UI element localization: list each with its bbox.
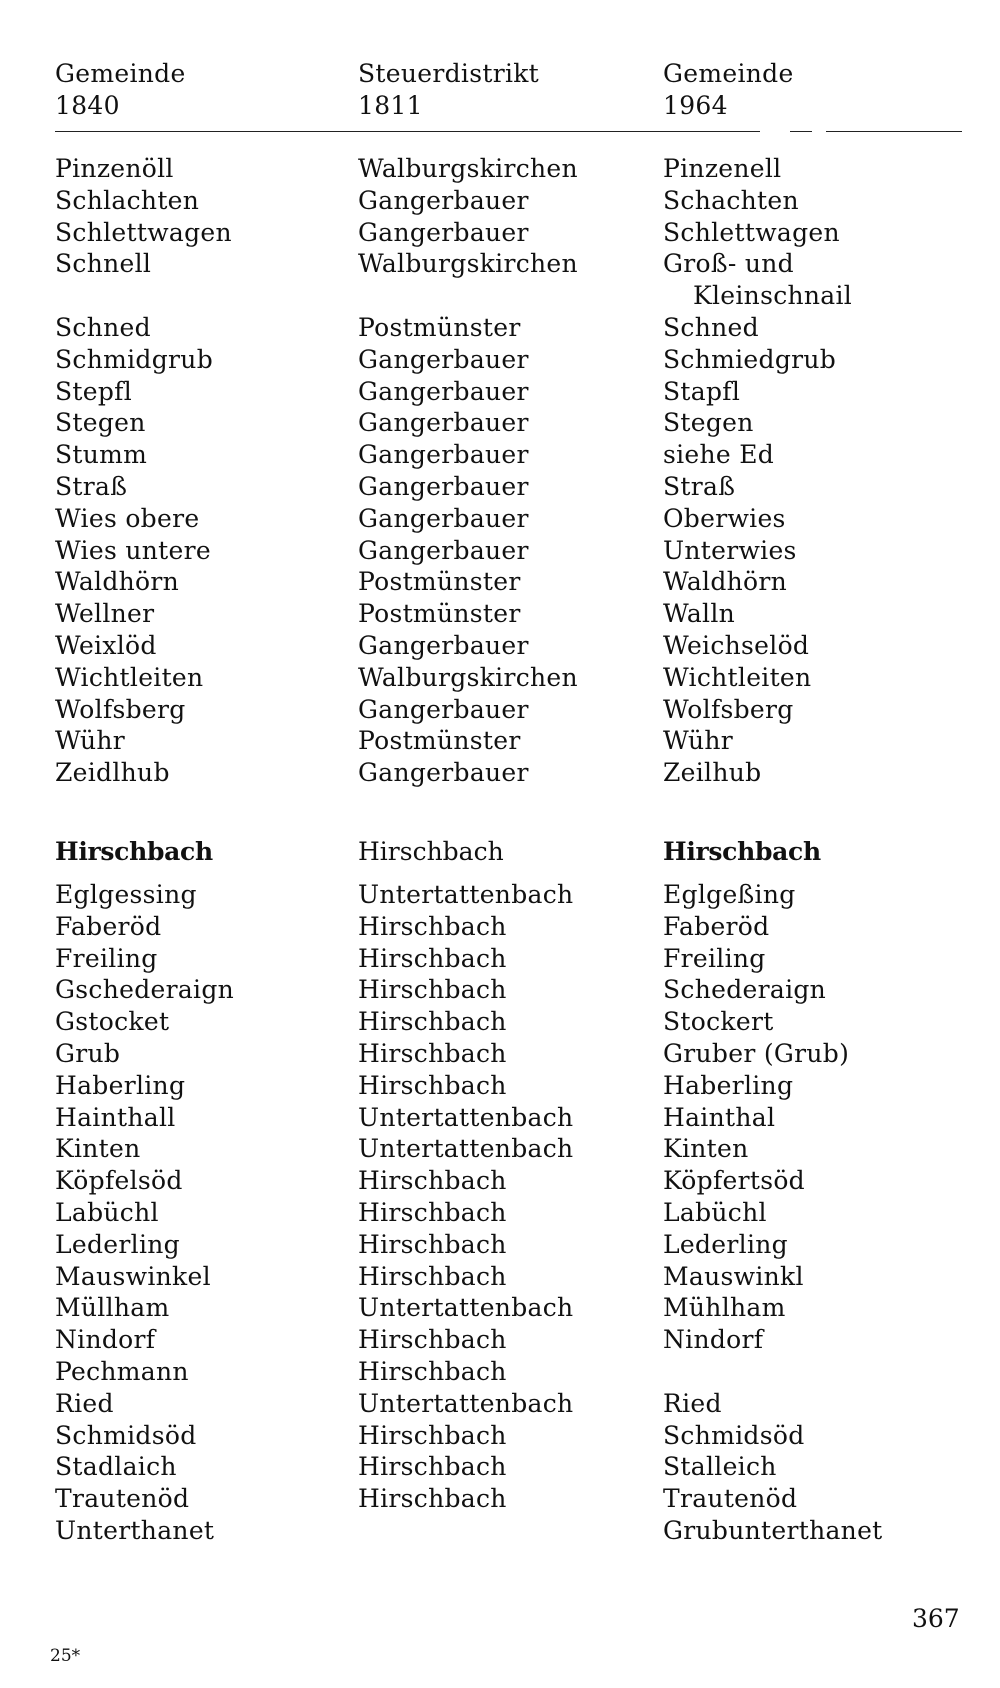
table-cell: Schmidsöd (55, 1420, 197, 1450)
table-cell: Walburgskirchen (358, 662, 578, 692)
table-cell: Straß (55, 471, 128, 501)
table-cell: Freiling (663, 943, 766, 973)
table-cell: Gangerbauer (358, 217, 529, 247)
table-cell: Weixlöd (55, 630, 157, 660)
table-cell: Faberöd (55, 911, 162, 941)
table-cell: Faberöd (663, 911, 770, 941)
table-cell: Stockert (663, 1007, 774, 1037)
table-cell: Grub (55, 1038, 121, 1068)
table-cell: Ried (55, 1388, 114, 1418)
table-cell: Untertattenbach (358, 1388, 574, 1418)
header-year: 1964 (663, 91, 728, 120)
table-cell: Grubunterthanet (663, 1515, 883, 1545)
header-col-steuerdistrikt-1811 (358, 58, 539, 122)
table-cell: Gangerbauer (358, 630, 529, 660)
table-cell: Wichtleiten (55, 662, 204, 692)
table-cell: Kinten (55, 1134, 141, 1164)
table-cell: Köpfelsöd (55, 1166, 183, 1196)
table-cell: Walburgskirchen (358, 249, 578, 279)
table-cell: Schmiedgrub (663, 344, 837, 374)
table-cell: Schlettwagen (55, 217, 232, 247)
table-cell: Lederling (55, 1229, 180, 1259)
table-cell: Straß (663, 471, 736, 501)
header-col-gemeinde-1964 (663, 58, 794, 122)
table-cell: Gangerbauer (358, 185, 529, 215)
table-cell: Stapfl (663, 376, 741, 406)
table-cell: Gangerbauer (358, 376, 529, 406)
table-cell: Gangerbauer (358, 535, 529, 565)
table-cell: Walln (663, 599, 736, 629)
table-cell (663, 1356, 883, 1388)
table-cell: Untertattenbach (358, 880, 574, 909)
table-cell: Wellner (55, 599, 155, 629)
table-cell: Stadlaich (55, 1452, 177, 1482)
table-cell: Hirschbach (358, 1197, 507, 1227)
table-cell: Untertattenbach (358, 1134, 574, 1164)
table-cell: Mühlham (663, 1293, 786, 1323)
table-cell: Hirschbach (358, 1484, 507, 1514)
table-cell: Stepfl (55, 376, 133, 406)
table-cell: Gangerbauer (358, 440, 529, 470)
section2-col-gemeinde-1840 (55, 879, 234, 1547)
table-cell: Unterwies (663, 535, 797, 565)
header-label: Gemeinde (663, 59, 794, 88)
table-cell: Hirschbach (358, 1325, 507, 1355)
table-cell: Schned (663, 312, 759, 342)
table-cell: Zeidlhub (55, 758, 170, 788)
table-cell: Postmünster (358, 312, 521, 342)
table-cell: Groß- und (663, 249, 794, 279)
section-title-hirschbach-1840: Hirschbach (55, 837, 213, 866)
header-label: Steuerdistrikt (358, 59, 540, 88)
table-cell: Hainthall (55, 1102, 176, 1132)
table-cell: Gschederaign (55, 975, 235, 1005)
table-cell: Wies obere (55, 503, 200, 533)
section1-col-gemeinde-1840 (55, 153, 232, 789)
table-cell: siehe Ed (663, 440, 775, 470)
table-cell (55, 280, 232, 312)
table-cell: Unterthanet (55, 1515, 215, 1545)
table-cell: Postmünster (358, 567, 521, 597)
section-title-hirschbach-1964: Hirschbach (663, 837, 821, 866)
header-year: 1840 (55, 91, 120, 120)
table-cell: Pinzenell (663, 154, 782, 183)
table-cell: Weichselöd (663, 630, 810, 660)
table-cell: Hirschbach (358, 1356, 507, 1386)
table-cell: Zeilhub (663, 758, 762, 788)
section2-col-gemeinde-1964 (663, 879, 883, 1547)
table-cell: Pechmann (55, 1356, 189, 1386)
table-cell: Waldhörn (663, 567, 788, 597)
table-cell: Mauswinkl (663, 1261, 804, 1291)
section1-col-gemeinde-1964 (663, 153, 852, 789)
table-cell: Gstocket (55, 1007, 170, 1037)
table-cell: Gangerbauer (358, 503, 529, 533)
section2-col-steuerdistrikt (358, 879, 573, 1547)
table-cell: Müllham (55, 1293, 170, 1323)
table-cell: Ried (663, 1388, 722, 1418)
table-cell: Gangerbauer (358, 344, 529, 374)
table-cell: Eglgeßing (663, 880, 796, 909)
table-cell: Hirschbach (358, 1452, 507, 1482)
table-cell: Stegen (663, 408, 754, 438)
table-cell: Schlachten (55, 185, 200, 215)
table-cell: Wolfsberg (55, 694, 186, 724)
table-cell: Hirschbach (358, 1229, 507, 1259)
table-cell (358, 280, 578, 312)
table-cell: Hainthal (663, 1102, 776, 1132)
table-cell: Hirschbach (358, 1261, 507, 1291)
header-rule-dash (790, 131, 812, 132)
table-cell: Stegen (55, 408, 146, 438)
table-cell: Haberling (55, 1070, 186, 1100)
section-title-hirschbach-district: Hirschbach (358, 837, 504, 866)
table-cell: Köpfertsöd (663, 1166, 805, 1196)
table-cell: Stumm (55, 440, 148, 470)
table-cell: Hirschbach (358, 1007, 507, 1037)
table-cell: Lederling (663, 1229, 788, 1259)
table-cell: Labüchl (55, 1197, 159, 1227)
table-cell: Postmünster (358, 726, 521, 756)
header-year: 1811 (358, 91, 423, 120)
header-label: Gemeinde (55, 59, 186, 88)
table-cell: Schlettwagen (663, 217, 840, 247)
table-cell: Gangerbauer (358, 758, 529, 788)
table-cell: Wühr (663, 726, 734, 756)
header-rule-right (826, 131, 962, 132)
table-cell: Schnell (55, 249, 152, 279)
table-cell: Hirschbach (358, 1166, 507, 1196)
table-cell: Schachten (663, 185, 799, 215)
table-cell: Hirschbach (358, 911, 507, 941)
section1-col-steuerdistrikt (358, 153, 578, 789)
table-cell: Untertattenbach (358, 1102, 574, 1132)
table-cell: Mauswinkel (55, 1261, 211, 1291)
table-cell (358, 1515, 573, 1547)
table-cell: Hirschbach (358, 1070, 507, 1100)
table-cell: Gangerbauer (358, 694, 529, 724)
page-number: 367 (912, 1604, 960, 1633)
table-cell: Walburgskirchen (358, 154, 578, 183)
table-cell: Wichtleiten (663, 662, 812, 692)
table-cell: Schmidgrub (55, 344, 213, 374)
table-cell: Hirschbach (358, 1038, 507, 1068)
table-cell: Schned (55, 312, 151, 342)
table-cell: Trautenöd (55, 1484, 190, 1514)
table-cell: Schmidsöd (663, 1420, 805, 1450)
table-cell: Nindorf (55, 1325, 156, 1355)
table-cell: Kleinschnail (693, 281, 853, 311)
table-cell: Postmünster (358, 599, 521, 629)
table-cell: Stalleich (663, 1452, 777, 1482)
table-cell: Untertattenbach (358, 1293, 574, 1323)
table-cell: Hirschbach (358, 975, 507, 1005)
table-cell: Wolfsberg (663, 694, 794, 724)
table-cell: Hirschbach (358, 943, 507, 973)
header-col-gemeinde-1840 (55, 58, 186, 122)
table-cell: Gangerbauer (358, 471, 529, 501)
table-cell: Haberling (663, 1070, 794, 1100)
table-cell: Oberwies (663, 503, 786, 533)
table-cell: Schederaign (663, 975, 827, 1005)
signature-mark: 25* (50, 1646, 81, 1666)
table-cell: Freiling (55, 943, 158, 973)
table-cell: Gruber (Grub) (663, 1038, 850, 1068)
table-cell: Wies untere (55, 535, 211, 565)
table-cell: Pinzenöll (55, 154, 174, 183)
table-cell: Trautenöd (663, 1484, 798, 1514)
table-cell: Eglgessing (55, 880, 197, 909)
table-cell: Hirschbach (358, 1420, 507, 1450)
table-cell: Wühr (55, 726, 126, 756)
table-cell: Waldhörn (55, 567, 180, 597)
table-cell: Nindorf (663, 1325, 764, 1355)
table-cell: Gangerbauer (358, 408, 529, 438)
header-rule (55, 131, 760, 132)
table-cell: Labüchl (663, 1197, 767, 1227)
table-cell: Kinten (663, 1134, 749, 1164)
